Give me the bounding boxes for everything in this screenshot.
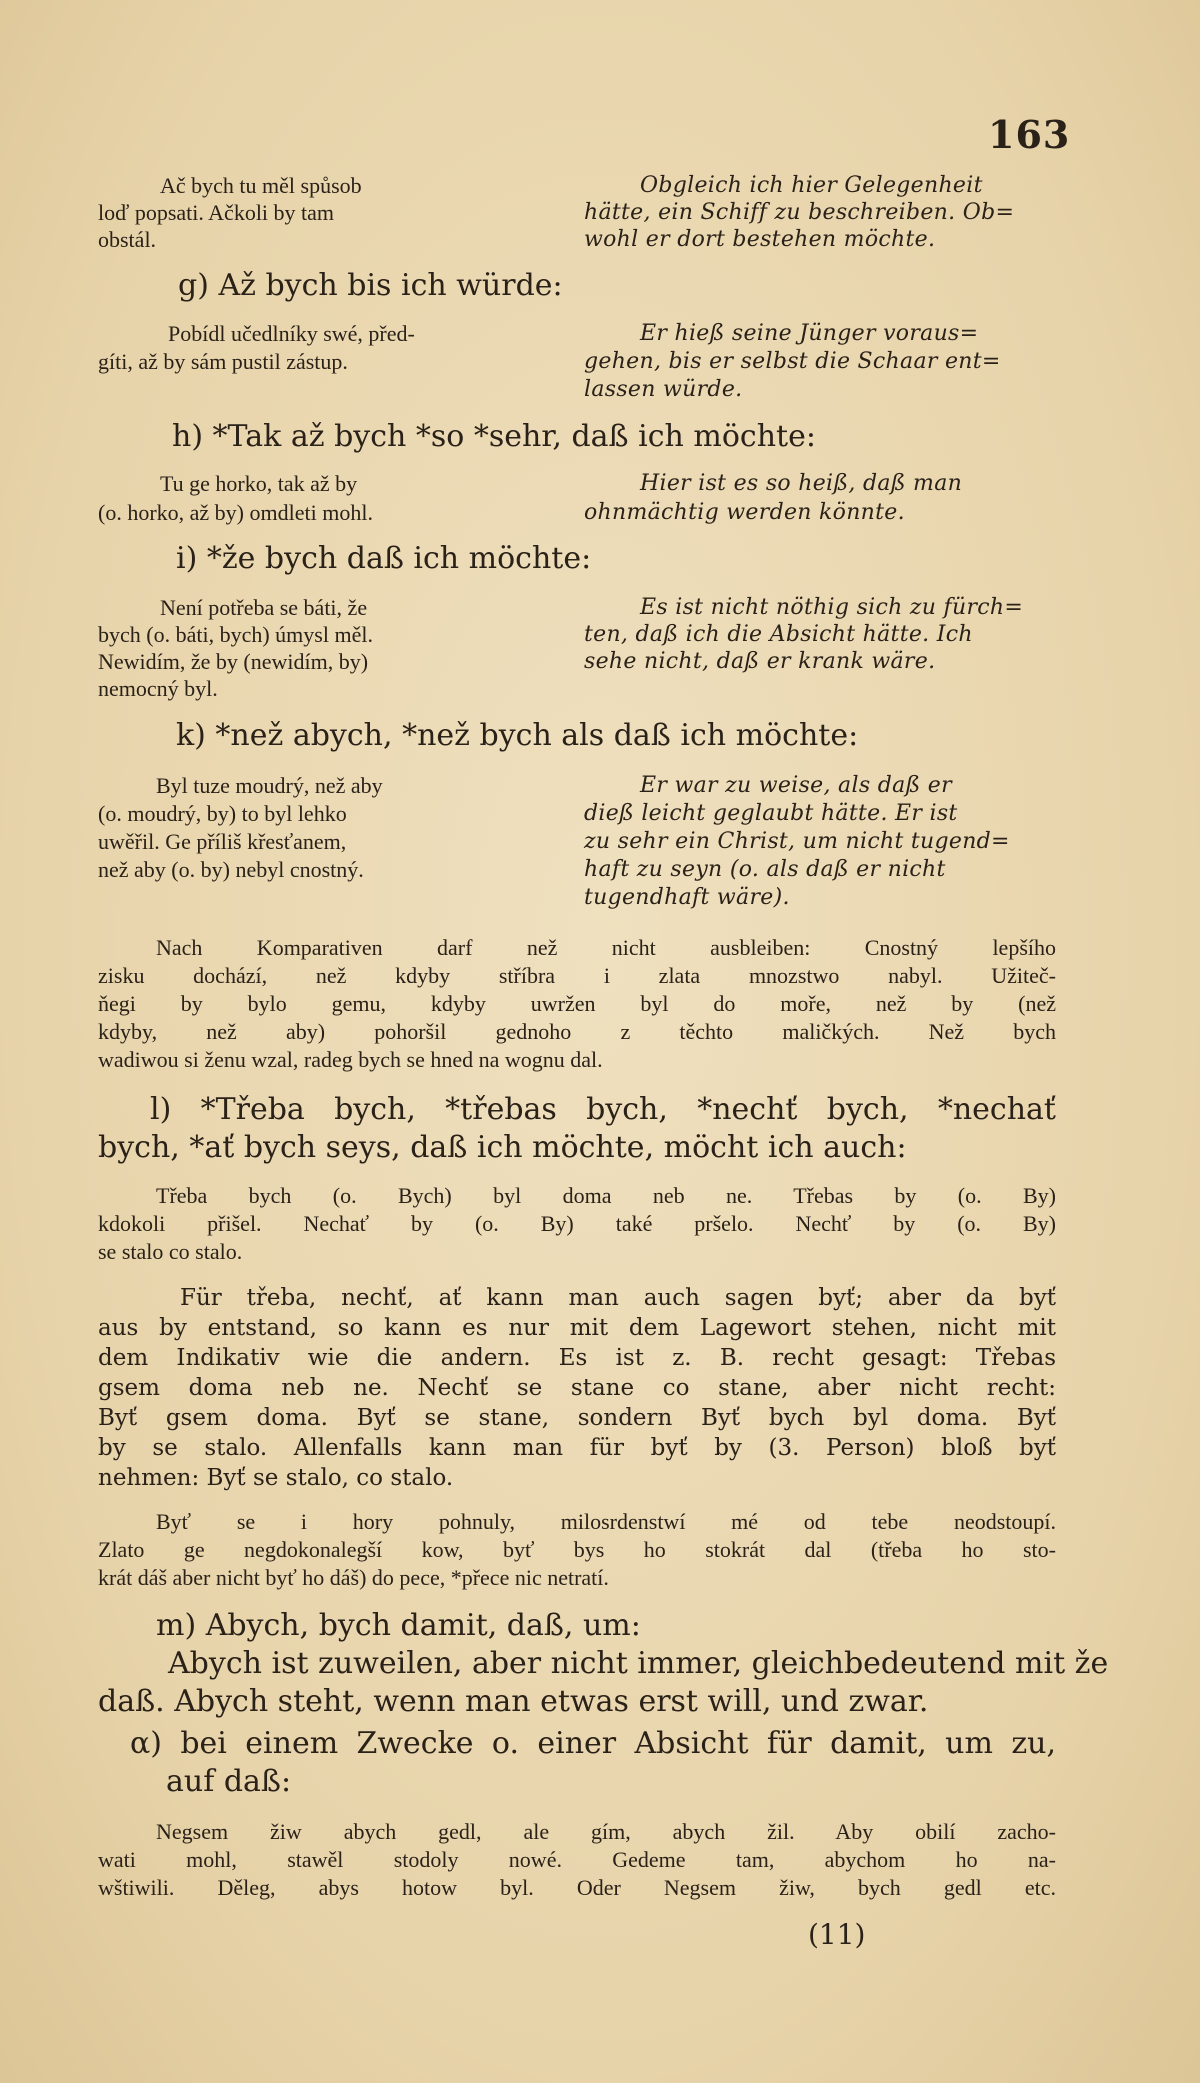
- paragraph-line: gsem doma neb ne. Nechť se stane co stane, aber nicht recht:: [98, 1375, 1056, 1401]
- czech-line: Není potřeba se báti, že: [160, 595, 368, 620]
- paragraph-line: nehmen: Byť se stalo, co stalo.: [98, 1465, 454, 1491]
- czech-line: Pobídl učedlníky swé, před-: [168, 321, 415, 346]
- german-line: gehen, bis er selbst die Schaar ent=: [584, 349, 1001, 374]
- paragraph-line: se stalo co stalo.: [98, 1239, 243, 1264]
- czech-line: (o. horko, až by) omdleti mohl.: [98, 500, 373, 525]
- subsection-heading-alpha-cont: auf daß:: [166, 1764, 292, 1799]
- section-heading-h: h) *Tak až bych *so *sehr, daß ich möchte:: [172, 419, 816, 454]
- czech-line: nemocný byl.: [98, 676, 218, 701]
- german-line: Er war zu weise, als daß er: [640, 773, 952, 798]
- czech-line: uwěřil. Ge příliš křesťanem,: [98, 829, 347, 854]
- paragraph-line: wati mohl, stawěl stodoly nowé. Gedeme tam, abychom ho na-: [98, 1847, 1056, 1872]
- page-number: 163: [988, 112, 1071, 157]
- paragraph-line: dem Indikativ wie die andern. Es ist z. B. recht gesagt: Třebas: [98, 1345, 1056, 1371]
- czech-line: Tu ge horko, tak až by: [160, 471, 358, 496]
- german-line: Er hieß seine Jünger voraus=: [640, 321, 979, 346]
- paragraph-line: by se stalo. Allenfalls kann man für byť by (3. Person) bloß byť: [98, 1435, 1056, 1461]
- german-line: hätte, ein Schiff zu beschreiben. Ob=: [584, 200, 1015, 225]
- german-line: ohnmächtig werden könnte.: [584, 500, 905, 525]
- signature-mark: (11): [808, 1918, 866, 1951]
- paragraph-line: Zlato ge negdokonalegší kow, byť bys ho stokrát dal (třeba ho sto-: [98, 1537, 1056, 1562]
- section-heading-k: k) *než abych, *než bych als daß ich möchte:: [176, 718, 859, 753]
- czech-line: (o. moudrý, by) to byl lehko: [98, 801, 347, 826]
- czech-line: loď popsati. Ačkoli by tam: [98, 200, 335, 225]
- section-heading-m: m) Abych, bych damit, daß, um:: [156, 1608, 641, 1643]
- german-line: sehe nicht, daß er krank wäre.: [584, 649, 936, 674]
- czech-line: Newidím, že by (newidím, by): [98, 649, 369, 674]
- paragraph-line: Für třeba, nechť, ať kann man auch sagen byť; aber da byť: [180, 1285, 1056, 1311]
- czech-line: bych (o. báti, bych) úmysl měl.: [98, 622, 373, 647]
- czech-line: obstál.: [98, 227, 157, 252]
- section-heading-l: l) *Třeba bych, *třebas bych, *nechť bych, *nechať: [150, 1092, 1056, 1127]
- german-line: ten, daß ich die Absicht hätte. Ich: [584, 622, 973, 647]
- czech-line: než aby (o. by) nebyl cnostný.: [98, 857, 364, 882]
- czech-line: Byl tuze moudrý, než aby: [156, 773, 383, 798]
- paragraph-line: Byť gsem doma. Byť se stane, sondern Byť bych byl doma. Byť: [98, 1405, 1056, 1431]
- section-heading-l-cont: bych, *ať bych seys, daß ich möchte, möcht ich auch:: [98, 1130, 907, 1165]
- paragraph-line: kdokoli přišel. Nechať by (o. By) také pršelo. Nechť by (o. By): [98, 1211, 1056, 1236]
- german-line: tugendhaft wäre).: [584, 885, 790, 910]
- paragraph-line: Byť se i hory pohnuly, milosrdenstwí mé od tebe neodstoupí.: [156, 1509, 1056, 1534]
- paragraph-line: Třeba bych (o. Bych) byl doma neb ne. Třebas by (o. By): [156, 1183, 1056, 1208]
- german-line: Obgleich ich hier Gelegenheit: [640, 173, 983, 198]
- czech-line: Ač bych tu měl spůsob: [160, 173, 362, 198]
- german-line: Es ist nicht nöthig sich zu fürch=: [640, 595, 1024, 620]
- paragraph-line: wadiwou si ženu wzal, radeg bych se hned na wognu dal.: [98, 1047, 603, 1072]
- section-heading-g: g) Až bych bis ich würde:: [178, 268, 563, 303]
- paragraph-line: Abych ist zuweilen, aber nicht immer, gleichbedeutend mit že: [168, 1646, 1109, 1681]
- paragraph-line: kdyby, než aby) pohoršil gednoho z těchto maličkých. Než bych: [98, 1019, 1056, 1044]
- section-heading-i: i) *že bych daß ich möchte:: [176, 541, 592, 576]
- german-line: lassen würde.: [584, 377, 743, 402]
- german-line: wohl er dort bestehen möchte.: [584, 227, 936, 252]
- paragraph-line: wštiwili. Děleg, abys hotow byl. Oder Negsem žiw, bych gedl etc.: [98, 1875, 1056, 1900]
- german-line: zu sehr ein Christ, um nicht tugend=: [584, 829, 1010, 854]
- paragraph-line: Negsem žiw abych gedl, ale gím, abych žil. Aby obilí zacho-: [156, 1819, 1056, 1844]
- german-line: dieß leicht geglaubt hätte. Er ist: [584, 801, 958, 826]
- german-line: haft zu seyn (o. als daß er nicht: [584, 857, 946, 882]
- paragraph-line: daß. Abych steht, wenn man etwas erst will, und zwar.: [98, 1684, 929, 1719]
- paragraph-line: zisku dochází, než kdyby stříbra i zlata mnozstwo nabyl. Užiteč-: [98, 963, 1056, 988]
- paragraph-line: aus by entstand, so kann es nur mit dem Lagewort stehen, nicht mit: [98, 1315, 1056, 1341]
- paragraph-line: krát dáš aber nicht byť ho dáš) do pece, *přece nic netratí.: [98, 1565, 609, 1590]
- paragraph-line: Nach Komparativen darf než nicht ausbleiben: Cnostný lepšího: [156, 935, 1056, 960]
- subsection-heading-alpha: α) bei einem Zwecke o. einer Absicht für damit, um zu,: [130, 1726, 1056, 1761]
- german-line: Hier ist es so heiß, daß man: [640, 471, 963, 496]
- czech-line: gíti, až by sám pustil zástup.: [98, 349, 348, 374]
- paragraph-line: ňegi by bylo gemu, kdyby uwržen byl do moře, než by (než: [98, 991, 1056, 1016]
